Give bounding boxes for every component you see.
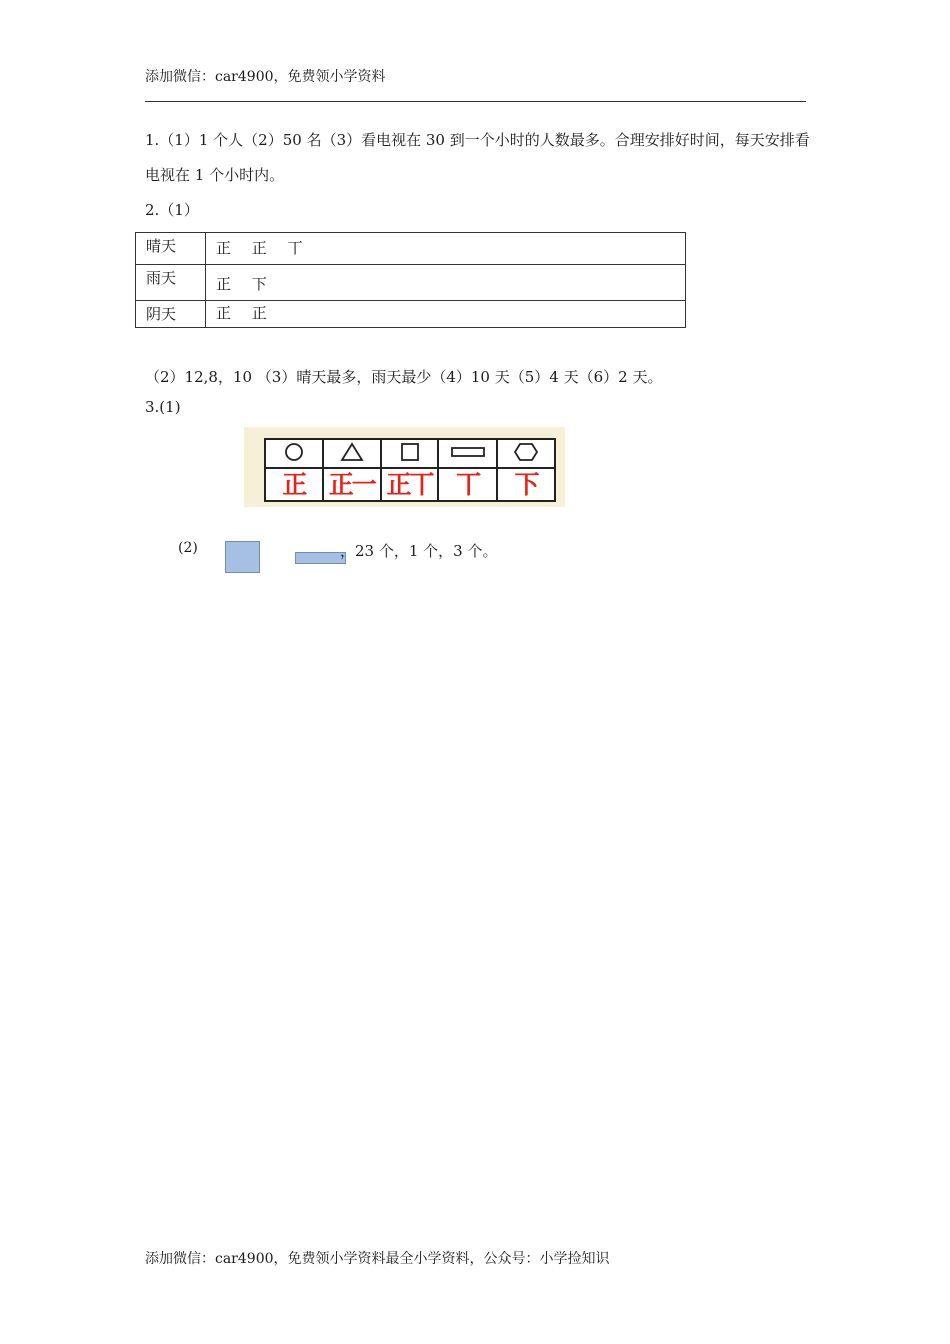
shape-cell bbox=[497, 439, 555, 468]
tally-cell bbox=[206, 265, 686, 301]
tally-mark: 正 bbox=[251, 239, 267, 257]
tally-cell bbox=[206, 233, 686, 265]
blue-square-icon bbox=[225, 541, 260, 573]
q2-label: 2.（1） bbox=[145, 201, 199, 219]
category-cell: 阴天 bbox=[136, 301, 206, 328]
weather-tally-table bbox=[135, 232, 686, 328]
red-tally-mark: 下 bbox=[514, 469, 538, 499]
tally-cell bbox=[497, 468, 555, 501]
shape-tally-grid bbox=[264, 438, 556, 502]
shape-cell bbox=[323, 439, 381, 468]
q2-answers: （2）12,8，10 （3）晴天最多，雨天最少（4）10 天（5）4 天（6）2 天。 bbox=[145, 368, 663, 386]
tally-cell bbox=[381, 468, 439, 501]
tally-mark: 正 bbox=[216, 275, 232, 293]
tally-mark: 正 bbox=[216, 239, 232, 257]
q1-line2: 电视在 1 个小时内。 bbox=[145, 166, 285, 184]
shape-cell bbox=[438, 439, 497, 468]
tally-mark: 正 bbox=[251, 304, 267, 322]
category-cell: 雨天 bbox=[136, 265, 206, 301]
header-divider bbox=[145, 101, 806, 102]
table-row bbox=[136, 233, 686, 265]
red-tally-mark: 正一 bbox=[328, 469, 375, 499]
red-tally-mark: 正丅 bbox=[386, 469, 433, 499]
footer-text: 添加微信：car4900，免费领小学资料最全小学资料，公众号：小学捡知识 bbox=[145, 1251, 610, 1267]
shape-cell bbox=[265, 439, 323, 468]
tally-cell bbox=[438, 468, 497, 501]
tally-mark: 正 bbox=[216, 304, 232, 322]
category-cell: 晴天 bbox=[136, 233, 206, 265]
square-icon bbox=[400, 442, 420, 462]
red-tally-mark: 正 bbox=[282, 469, 306, 499]
tally-mark-partial: 下 bbox=[251, 275, 267, 293]
q3-label: 3.(1) bbox=[145, 398, 181, 416]
triangle-icon bbox=[340, 442, 364, 462]
table-row bbox=[265, 468, 555, 501]
table-row bbox=[136, 301, 686, 328]
tally-cell bbox=[323, 468, 381, 501]
hexagon-icon bbox=[513, 442, 539, 462]
blue-rectangle-icon bbox=[295, 552, 346, 564]
q3-part2-text: ，23 个，1 个，3 个。 bbox=[340, 542, 498, 560]
tally-cell bbox=[265, 468, 323, 501]
tally-cell bbox=[206, 301, 686, 328]
header-text: 添加微信：car4900，免费领小学资料 bbox=[145, 69, 386, 85]
q1-line1: 1.（1）1 个人（2）50 名（3）看电视在 30 到一个小时的人数最多。合理安排好时间，每天安排看 bbox=[145, 131, 810, 149]
table-row bbox=[136, 265, 686, 301]
red-tally-mark: 丅 bbox=[456, 469, 480, 499]
tally-mark-partial: 丅 bbox=[287, 239, 303, 257]
shape-cell bbox=[381, 439, 439, 468]
rectangle-icon bbox=[450, 445, 486, 459]
circle-icon bbox=[283, 442, 305, 462]
q3-part2-label: (2) bbox=[178, 540, 198, 556]
table-row bbox=[265, 439, 555, 468]
